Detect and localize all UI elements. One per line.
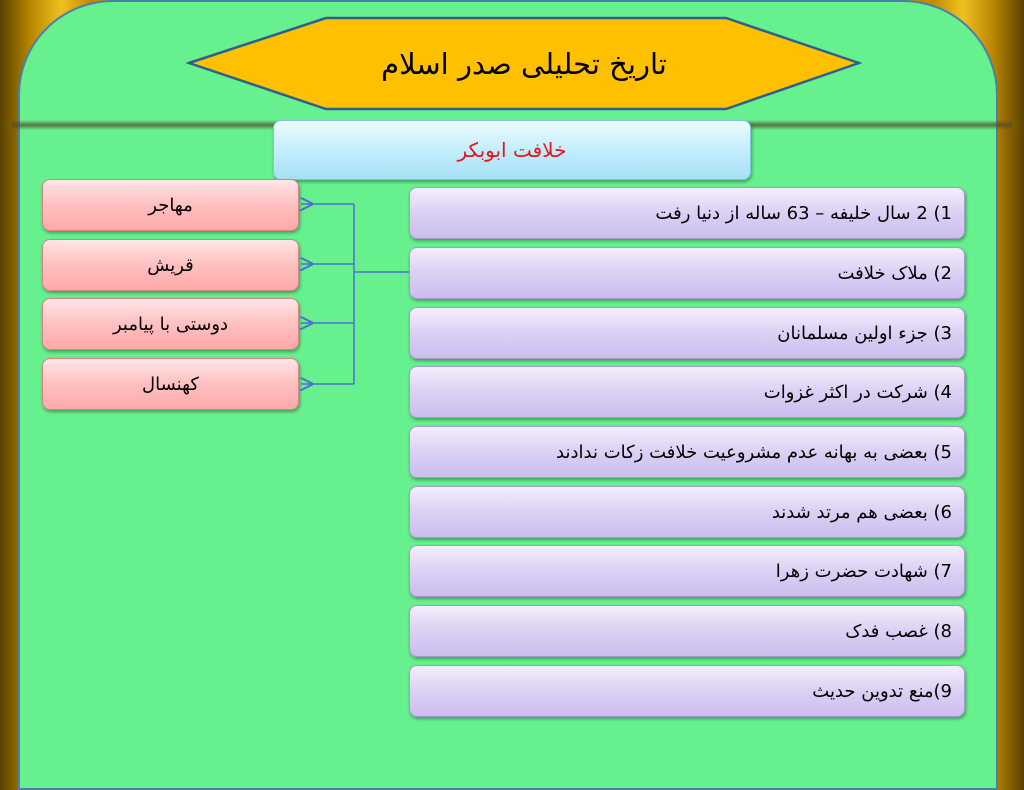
subtitle-label: خلافت ابوبکر bbox=[457, 138, 567, 162]
point-label: 5) بعضی به بهانه عدم مشروعیت خلافت زکات ندادند bbox=[556, 441, 952, 463]
point-label: 2) ملاک خلافت bbox=[837, 262, 952, 284]
point-label: 6) بعضی هم مرتد شدند bbox=[771, 501, 952, 523]
point-label: 1) 2 سال خلیفه – 63 ساله از دنیا رفت bbox=[655, 202, 952, 224]
attribute-label: دوستی با پیامبر bbox=[112, 313, 229, 335]
attribute-label: مهاجر bbox=[148, 194, 193, 216]
point-label: 7) شهادت حضرت زهرا bbox=[775, 560, 952, 582]
point-label: 3) جزء اولین مسلمانان bbox=[777, 322, 952, 344]
point-label: 9)منع تدوین حدیث bbox=[812, 680, 952, 702]
attribute-label: کهنسال bbox=[142, 373, 199, 395]
attribute-label: قریش bbox=[147, 254, 194, 276]
point-label: 4) شرکت در اکثر غزوات bbox=[763, 381, 952, 403]
slide-title: تاریخ تحلیلی صدر اسلام bbox=[381, 46, 667, 81]
point-label: 8) غصب فدک bbox=[845, 620, 952, 642]
